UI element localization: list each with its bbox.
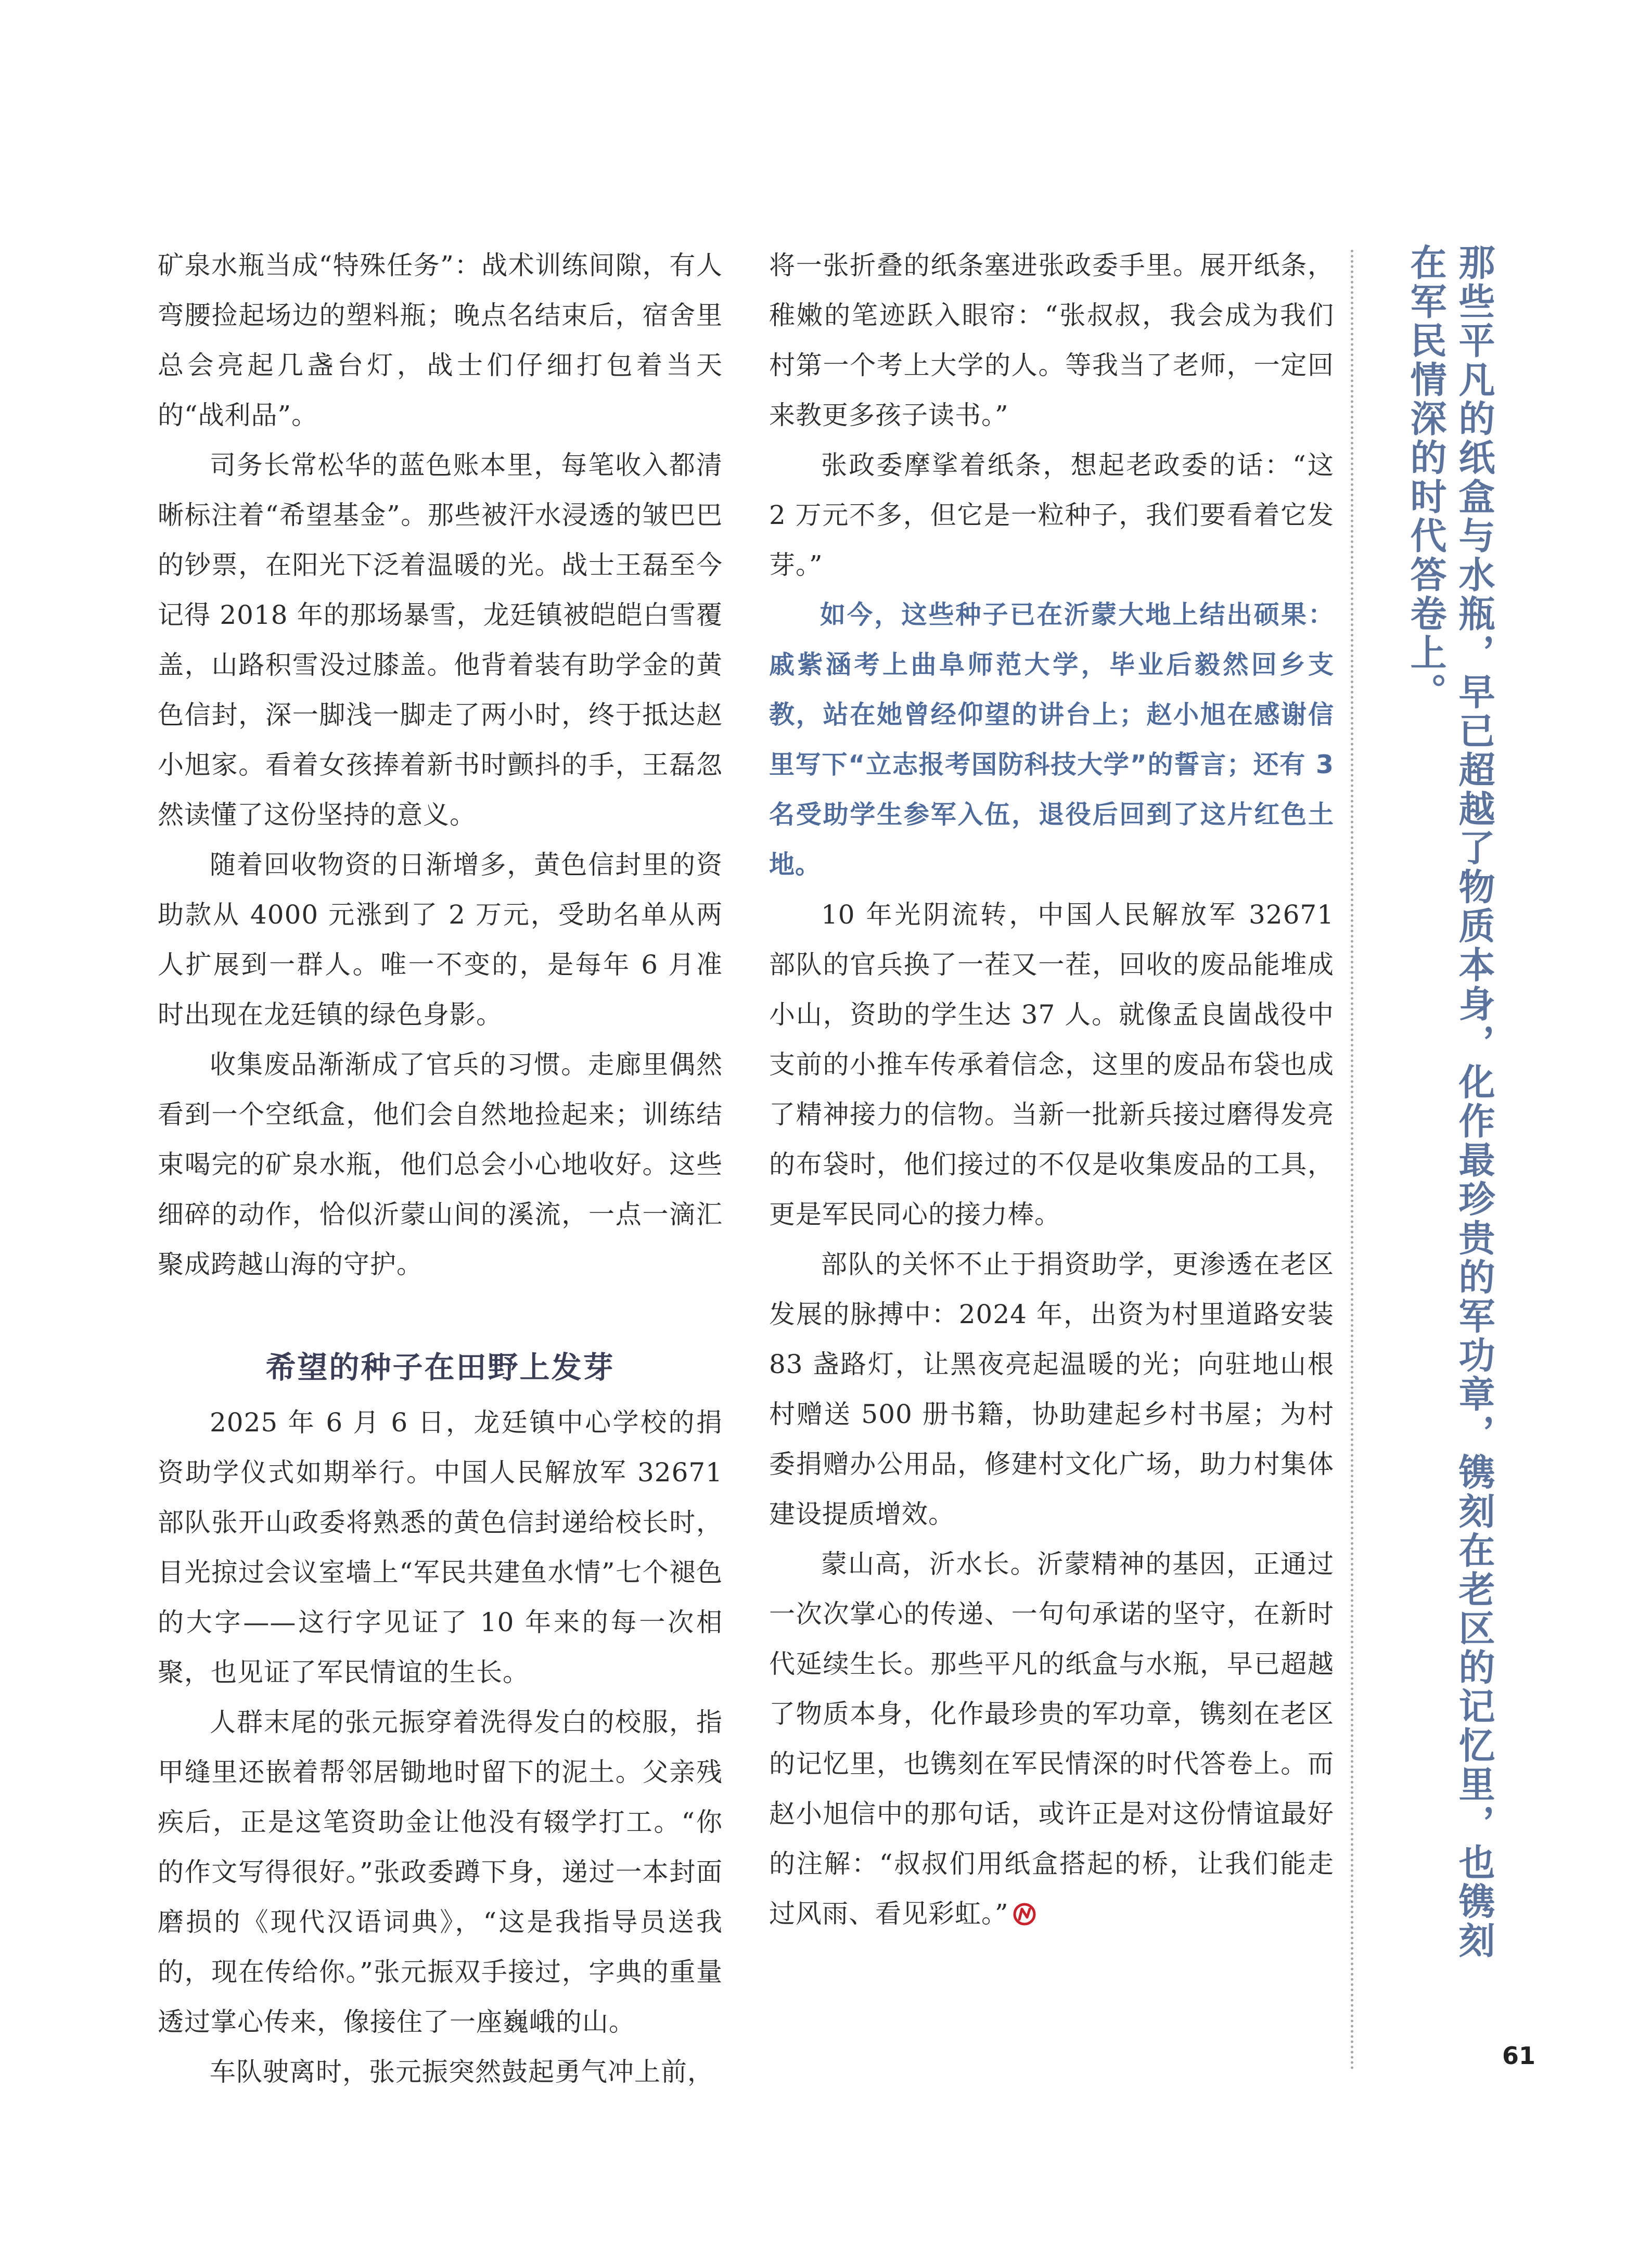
middle-paragraph-4: 10 年光阴流转，中国人民解放军 32671 部队的官兵换了一茬又一茬，回收的废品能堆成小山，资助的学生达 37 人。就像孟良崮战役中支前的小推车传承着信念，这里的废品布袋也成了精神接力的信物。当新一批新兵接过磨得发亮的布袋时，他们接过的不仅是收集废品的工具，更是军民同心的接力棒。 bbox=[769, 900, 1334, 1229]
end-mark-icon bbox=[1013, 1903, 1036, 1926]
left-paragraph-7: 车队驶离时，张元振突然鼓起勇气冲上前， bbox=[210, 2057, 714, 2087]
left-paragraph-1: 矿泉水瓶当成“特殊任务”：战术训练间隙，有人弯腰捡起场边的塑料瓶；晚点名结束后，宿舍里总会亮起几盏台灯，战士们仔细打包着当天的“战利品”。 bbox=[158, 250, 723, 430]
left-paragraph-6: 人群末尾的张元振穿着洗得发白的校服，指甲缝里还嵌着帮邻居锄地时留下的泥土。父亲残疾后，正是这笔资助金让他没有辍学打工。“你的作文写得很好。”张政委蹲下身，递过一本封面磨损的《现代汉语词典》，“这是我指导员送我的，现在传给你。”张元振双手接过，字典的重量透过掌心传来，像接住了一座巍峨的山。 bbox=[158, 1707, 723, 2037]
middle-column bbox=[769, 240, 1334, 1939]
middle-paragraph-6 bbox=[769, 1539, 1334, 1939]
pull-quote: 那些平凡的纸盒与水瓶，早已超越了物质本身，化作最珍贵的军功章，镌刻在老区的记忆里，也镌刻在军民情深的时代答卷上。 bbox=[1404, 244, 1496, 1961]
left-paragraph-2: 司务长常松华的蓝色账本里，每笔收入都清晰标注着“希望基金”。那些被汗水浸透的皱巴巴的钞票，在阳光下泛着温暖的光。战士王磊至今记得 2018 年的那场暴雪，龙廷镇被皑皑白雪覆盖，山路积雪没过膝盖。他背着装有助学金的黄色信封，深一脚浅一脚走了两小时，终于抵达赵小旭家。看着女孩捧着新书时颤抖的手，王磊忽然读懂了这份坚持的意义。 bbox=[158, 450, 723, 830]
middle-paragraph-6-text: 蒙山高，沂水长。沂蒙精神的基因，正通过一次次掌心的传递、一句句承诺的坚守，在新时代延续生长。那些平凡的纸盒与水瓶，早已超越了物质本身，化作最珍贵的军功章，镌刻在老区的记忆里，也镌刻在军民情深的时代答卷上。而赵小旭信中的那句话，或许正是对这份情谊最好的注解：“叔叔们用纸盒搭起的桥，让我们能走过风雨、看见彩虹。” bbox=[769, 1549, 1334, 1929]
column-divider bbox=[1351, 250, 1353, 2071]
highlight-paragraph: 如今，这些种子已在沂蒙大地上结出硕果：戚紫涵考上曲阜师范大学，毕业后毅然回乡支教，站在她曾经仰望的讲台上；赵小旭在感谢信里写下“立志报考国防科技大学”的誓言；还有 3 名受助学生参军入伍，退役后回到了这片红色土地。 bbox=[769, 600, 1334, 879]
left-column bbox=[158, 240, 723, 2097]
middle-paragraph-2: 张政委摩挲着纸条，想起老政委的话：“这 2 万元不多，但它是一粒种子，我们要看着它发芽。” bbox=[769, 450, 1334, 580]
middle-paragraph-5: 部队的关怀不止于捐资助学，更渗透在老区发展的脉搏中：2024 年，出资为村里道路安装 83 盏路灯，让黑夜亮起温暖的光；向驻地山根村赠送 500 册书籍，协助建起乡村书屋；为村委捐赠办公用品，修建村文化广场，助力村集体建设提质增效。 bbox=[769, 1249, 1334, 1529]
page-number: 61 bbox=[1502, 2042, 1536, 2070]
left-paragraph-3: 随着回收物资的日渐增多，黄色信封里的资助款从 4000 元涨到了 2 万元，受助名单从两人扩展到一群人。唯一不变的，是每年 6 月准时出现在龙廷镇的绿色身影。 bbox=[158, 850, 723, 1030]
left-paragraph-5: 2025 年 6 月 6 日，龙廷镇中心学校的捐资助学仪式如期举行。中国人民解放军 32671 部队张开山政委将熟悉的黄色信封递给校长时，目光掠过会议室墙上“军民共建鱼水情”七个褪色的大字——这行字见证了 10 年来的每一次相聚，也见证了军民情谊的生长。 bbox=[158, 1407, 723, 1687]
section-heading: 希望的种子在田野上发芽 bbox=[265, 1350, 615, 1385]
middle-paragraph-1: 将一张折叠的纸条塞进张政委手里。展开纸条，稚嫩的笔迹跃入眼帘：“张叔叔，我会成为我们村第一个考上大学的人。等我当了老师，一定回来教更多孩子读书。” bbox=[769, 250, 1334, 430]
left-paragraph-4: 收集废品渐渐成了官兵的习惯。走廊里偶然看到一个空纸盒，他们会自然地捡起来；训练结束喝完的矿泉水瓶，他们总会小心地收好。这些细碎的动作，恰似沂蒙山间的溪流，一点一滴汇聚成跨越山海的守护。 bbox=[158, 1049, 723, 1279]
